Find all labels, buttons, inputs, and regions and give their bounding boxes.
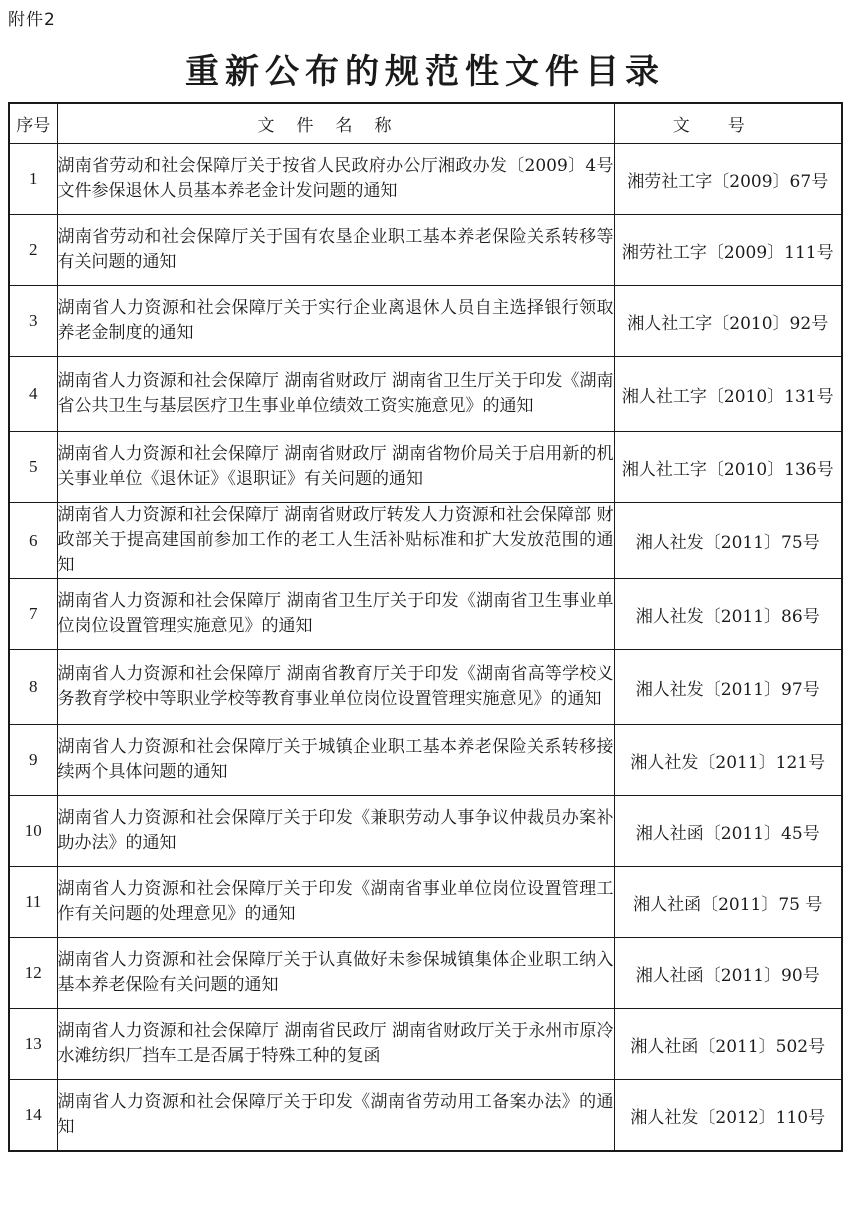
row-doc-number: 湘人社发〔2011〕86号 bbox=[614, 579, 842, 650]
row-doc-number: 湘人社发〔2011〕121号 bbox=[614, 725, 842, 796]
row-doc-number: 湘人社发〔2011〕75号 bbox=[614, 503, 842, 579]
header-name: 文件名称 bbox=[57, 103, 614, 144]
table-row bbox=[9, 286, 842, 357]
row-file-name: 湖南省人力资源和社会保障厅关于城镇企业职工基本养老保险关系转移接续两个具体问题的通知 bbox=[57, 725, 614, 796]
row-file-name: 湖南省人力资源和社会保障厅 湖南省教育厅关于印发《湖南省高等学校义务教育学校中等职业学校等教育事业单位岗位设置管理实施意见》的通知 bbox=[57, 650, 614, 725]
table-row bbox=[9, 796, 842, 867]
row-doc-number: 湘劳社工字〔2009〕111号 bbox=[614, 215, 842, 286]
row-file-name: 湖南省人力资源和社会保障厅 湖南省财政厅 湖南省物价局关于启用新的机关事业单位《退休证》《退职证》有关问题的通知 bbox=[57, 432, 614, 503]
page-title: 重新公布的规范性文件目录 bbox=[185, 52, 665, 92]
table-row bbox=[9, 357, 842, 432]
table-row bbox=[9, 432, 842, 503]
row-file-name: 湖南省人力资源和社会保障厅关于印发《湖南省事业单位岗位设置管理工作有关问题的处理意见》的通知 bbox=[57, 867, 614, 938]
row-file-name: 湖南省人力资源和社会保障厅 湖南省民政厅 湖南省财政厅关于永州市原冷水滩纺织厂挡车工是否属于特殊工种的复函 bbox=[57, 1009, 614, 1080]
row-file-name: 湖南省劳动和社会保障厅关于按省人民政府办公厅湘政办发〔2009〕4号文件参保退休人员基本养老金计发问题的通知 bbox=[57, 144, 614, 215]
row-seq: 3 bbox=[9, 286, 57, 357]
document-table bbox=[8, 102, 843, 1152]
row-seq: 4 bbox=[9, 357, 57, 432]
row-doc-number: 湘人社发〔2012〕110号 bbox=[614, 1080, 842, 1152]
row-file-name: 湖南省人力资源和社会保障厅关于印发《兼职劳动人事争议仲裁员办案补助办法》的通知 bbox=[57, 796, 614, 867]
table-header bbox=[9, 103, 842, 144]
row-doc-number: 湘劳社工字〔2009〕67号 bbox=[614, 144, 842, 215]
row-file-name: 湖南省劳动和社会保障厅关于国有农垦企业职工基本养老保险关系转移等有关问题的通知 bbox=[57, 215, 614, 286]
row-seq: 12 bbox=[9, 938, 57, 1009]
table-row bbox=[9, 144, 842, 215]
row-seq: 13 bbox=[9, 1009, 57, 1080]
row-seq: 9 bbox=[9, 725, 57, 796]
row-doc-number: 湘人社工字〔2010〕131号 bbox=[614, 357, 842, 432]
attachment-label: 附件2 bbox=[8, 10, 56, 30]
row-seq: 2 bbox=[9, 215, 57, 286]
row-seq: 10 bbox=[9, 796, 57, 867]
header-number: 文号 bbox=[614, 103, 842, 144]
table-row bbox=[9, 867, 842, 938]
row-seq: 8 bbox=[9, 650, 57, 725]
table-row bbox=[9, 725, 842, 796]
table-body bbox=[9, 144, 842, 1152]
table-row bbox=[9, 215, 842, 286]
row-seq: 1 bbox=[9, 144, 57, 215]
row-file-name: 湖南省人力资源和社会保障厅关于实行企业离退休人员自主选择银行领取养老金制度的通知 bbox=[57, 286, 614, 357]
row-file-name: 湖南省人力资源和社会保障厅 湖南省财政厅转发人力资源和社会保障部 财政部关于提高建国前参加工作的老工人生活补贴标准和扩大发放范围的通知 bbox=[57, 503, 614, 579]
table-row bbox=[9, 938, 842, 1009]
row-doc-number: 湘人社函〔2011〕502号 bbox=[614, 1009, 842, 1080]
row-file-name: 湖南省人力资源和社会保障厅 湖南省卫生厅关于印发《湖南省卫生事业单位岗位设置管理实施意见》的通知 bbox=[57, 579, 614, 650]
row-doc-number: 湘人社函〔2011〕90号 bbox=[614, 938, 842, 1009]
table-row bbox=[9, 579, 842, 650]
row-file-name: 湖南省人力资源和社会保障厅 湖南省财政厅 湖南省卫生厅关于印发《湖南省公共卫生与基层医疗卫生事业单位绩效工资实施意见》的通知 bbox=[57, 357, 614, 432]
row-doc-number: 湘人社函〔2011〕45号 bbox=[614, 796, 842, 867]
row-doc-number: 湘人社发〔2011〕97号 bbox=[614, 650, 842, 725]
table-row bbox=[9, 650, 842, 725]
row-file-name: 湖南省人力资源和社会保障厅关于印发《湖南省劳动用工备案办法》的通知 bbox=[57, 1080, 614, 1152]
row-seq: 14 bbox=[9, 1080, 57, 1152]
row-seq: 11 bbox=[9, 867, 57, 938]
row-doc-number: 湘人社工字〔2010〕136号 bbox=[614, 432, 842, 503]
row-file-name: 湖南省人力资源和社会保障厅关于认真做好未参保城镇集体企业职工纳入基本养老保险有关问题的通知 bbox=[57, 938, 614, 1009]
header-row bbox=[9, 103, 842, 144]
row-seq: 7 bbox=[9, 579, 57, 650]
table-row bbox=[9, 1009, 842, 1080]
row-seq: 5 bbox=[9, 432, 57, 503]
row-doc-number: 湘人社工字〔2010〕92号 bbox=[614, 286, 842, 357]
table-row bbox=[9, 503, 842, 579]
row-seq: 6 bbox=[9, 503, 57, 579]
row-doc-number: 湘人社函〔2011〕75 号 bbox=[614, 867, 842, 938]
header-seq: 序号 bbox=[9, 103, 57, 144]
table-row bbox=[9, 1080, 842, 1152]
